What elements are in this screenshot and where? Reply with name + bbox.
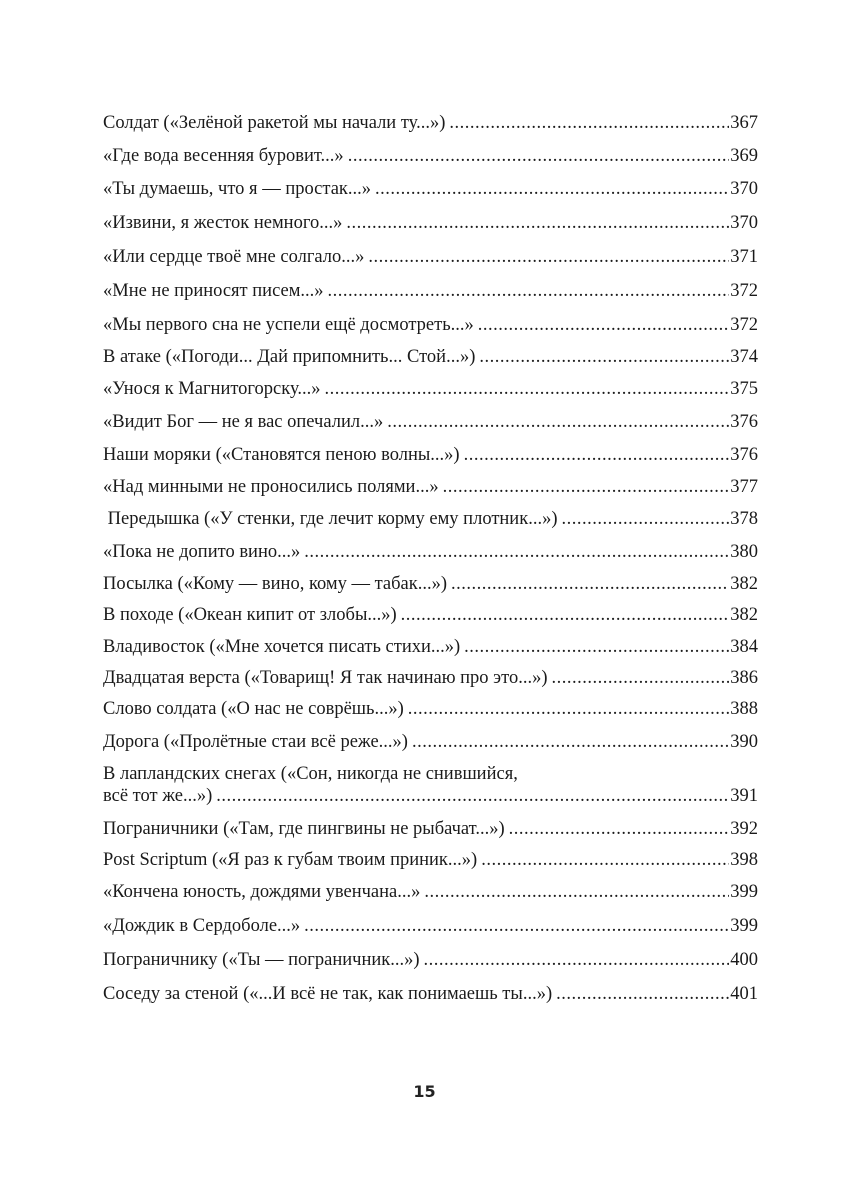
toc-entry-title: «Извини, я жесток немного...» (103, 213, 343, 233)
toc-entry (103, 881, 758, 915)
toc-entry-page: 377 (730, 477, 758, 497)
dot-leader (304, 915, 729, 937)
dot-leader (216, 785, 729, 807)
toc-entry-page: 386 (730, 668, 758, 688)
page-number: 15 (413, 1082, 436, 1101)
toc-entry-page: 371 (730, 247, 758, 267)
dot-leader (408, 698, 729, 720)
toc-entry-title: Наши моряки («Становятся пеною волны...») (103, 445, 460, 465)
toc-entry-page: 367 (730, 113, 758, 133)
toc-entry (103, 541, 758, 573)
dot-leader (561, 508, 729, 530)
toc-entry-title: «Пока не допито вино...» (103, 542, 301, 562)
dot-leader (479, 346, 729, 368)
dot-leader (368, 246, 729, 268)
toc-entry-page: 376 (730, 412, 758, 432)
dot-leader (464, 444, 730, 466)
toc-entry (103, 476, 758, 508)
toc-entry-title: Двадцатая верста («Товарищ! Я так начинаю про это...») (103, 668, 548, 688)
toc-entry-page: 382 (730, 605, 758, 625)
toc-entry (103, 573, 758, 604)
dot-leader (375, 178, 729, 200)
toc-entry-page: 392 (730, 819, 758, 839)
toc-entry (103, 983, 758, 1015)
dot-leader (449, 112, 729, 134)
dot-leader (346, 212, 729, 234)
dot-leader (478, 314, 730, 336)
toc-entry (103, 280, 758, 314)
toc-entry-title: «Мы первого сна не успели ещё досмотреть...» (103, 315, 474, 335)
toc-entry-page: 399 (730, 882, 758, 902)
toc-entry-title: Солдат («Зелёной ракетой мы начали ту...») (103, 113, 446, 133)
toc-entry-page: 374 (730, 347, 758, 367)
dot-leader (464, 636, 729, 658)
dot-leader (451, 573, 729, 595)
toc-entry-page: 370 (730, 179, 758, 199)
toc-entry-title: «Ты думаешь, что я — простак...» (103, 179, 372, 199)
toc-entry (103, 818, 758, 849)
toc-entry-page: 388 (730, 699, 758, 719)
toc-entry-title: Соседу за стеной («...И всё не так, как понимаешь ты...») (103, 984, 553, 1004)
toc-entry-title: Слово солдата («О нас не соврёшь...») (103, 699, 404, 719)
dot-leader (401, 604, 730, 626)
dot-leader (325, 378, 730, 400)
toc-entry (103, 444, 758, 476)
toc-entry-title: «Где вода весенняя буровит...» (103, 146, 344, 166)
toc-entry-page: 372 (730, 281, 758, 301)
toc-entry (103, 731, 758, 763)
toc-entry-page: 401 (730, 984, 758, 1004)
toc-entry-title-line1: В лапландских снегах («Сон, никогда не снившийся, (103, 764, 518, 784)
toc-entry-page: 376 (730, 445, 758, 465)
toc-entry-page: 369 (730, 146, 758, 166)
dot-leader (387, 411, 729, 433)
toc-entry (103, 145, 758, 178)
dot-leader (348, 145, 730, 167)
dot-leader (424, 881, 729, 903)
toc-entry-page: 391 (730, 786, 758, 806)
toc-entry-title: «Дождик в Сердоболе...» (103, 916, 301, 936)
toc-entry (103, 212, 758, 246)
toc-entry-title: «Или сердце твоё мне солгало...» (103, 247, 365, 267)
dot-leader (328, 280, 730, 302)
toc-entry (103, 508, 758, 541)
toc-entry (103, 949, 758, 983)
dot-leader (509, 818, 730, 840)
dot-leader (552, 667, 730, 689)
toc-entry-page: 390 (730, 732, 758, 752)
toc-entry (103, 246, 758, 280)
toc-entry-page: 375 (730, 379, 758, 399)
toc-entry-page: 370 (730, 213, 758, 233)
dot-leader (443, 476, 730, 498)
dot-leader (424, 949, 730, 971)
toc-entry-title: Передышка («У стенки, где лечит корму ему плотник...») (103, 509, 558, 529)
toc-entry-title: Пограничники («Там, где пингвины не рыбачат...») (103, 819, 505, 839)
toc-entry-title: «Кончена юность, дождями увенчана...» (103, 882, 421, 902)
toc-entry (103, 849, 758, 881)
toc-entry-title-line2: всё тот же...») (103, 786, 213, 806)
toc-entry-title: «Видит Бог — не я вас опечалил...» (103, 412, 384, 432)
toc-entry (103, 604, 758, 636)
toc-entry (103, 915, 758, 949)
toc-entry-title: Пограничнику («Ты — пограничник...») (103, 950, 420, 970)
toc-entry-title: В атаке («Погоди... Дай припомнить... Стой...») (103, 347, 476, 367)
toc-entry-page: 398 (730, 850, 758, 870)
toc-entry-page: 378 (730, 509, 758, 529)
toc-entry-page: 384 (730, 637, 758, 657)
dot-leader (412, 731, 729, 753)
dot-leader (556, 983, 729, 1005)
table-of-contents (103, 112, 758, 1015)
toc-entry-title: Дорога («Пролётные стаи всё реже...») (103, 732, 408, 752)
dot-leader (481, 849, 729, 871)
toc-entry (103, 698, 758, 731)
toc-entry-title: «Мне не приносят писем...» (103, 281, 324, 301)
toc-entry-page: 382 (730, 574, 758, 594)
toc-entry-title: В походе («Океан кипит от злобы...») (103, 605, 397, 625)
toc-entry (103, 314, 758, 346)
toc-entry (103, 112, 758, 145)
toc-entry-title: «Над минными не проносились полями...» (103, 477, 439, 497)
toc-entry-multiline (103, 763, 758, 818)
toc-entry-page: 380 (730, 542, 758, 562)
toc-entry (103, 346, 758, 378)
toc-entry-title: Post Scriptum («Я раз к губам твоим приник...») (103, 850, 478, 870)
toc-entry (103, 667, 758, 698)
toc-entry-page: 399 (730, 916, 758, 936)
toc-entry (103, 378, 758, 411)
toc-entry (103, 411, 758, 444)
toc-entry (103, 178, 758, 212)
dot-leader (304, 541, 729, 563)
toc-entry-page: 372 (730, 315, 758, 335)
toc-entry-title: Владивосток («Мне хочется писать стихи...») (103, 637, 461, 657)
toc-entry (103, 636, 758, 667)
toc-entry-page: 400 (730, 950, 758, 970)
toc-entry-title: Посылка («Кому — вино, кому — табак...») (103, 574, 448, 594)
toc-entry-title: «Унося к Магнитогорску...» (103, 379, 321, 399)
